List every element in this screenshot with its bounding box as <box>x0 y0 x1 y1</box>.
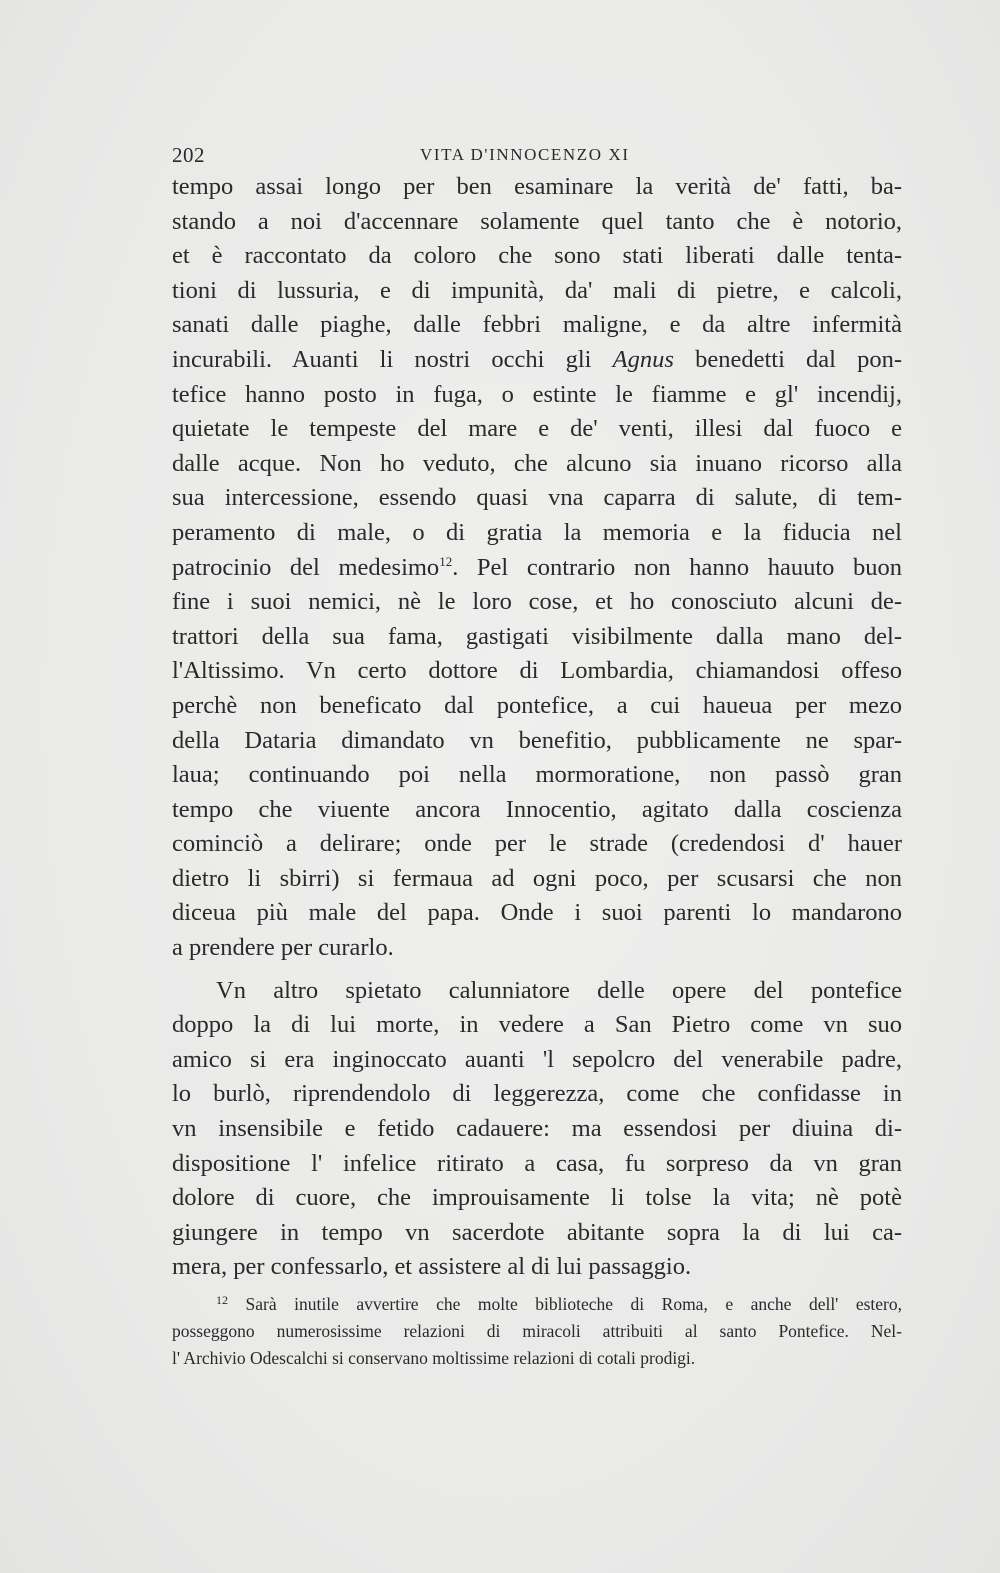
text-segment: . Pel contrario non hanno hauuto buon <box>452 553 902 581</box>
paragraph <box>172 974 902 1285</box>
text-line: fine i suoi nemici, nè le loro cose, et ho conosciuto alcuni de- <box>172 588 902 616</box>
footnote-line: posseggono numerosissime relazioni di miracoli attribuiti al santo Pontefice. Nel- <box>172 1321 902 1341</box>
text-line: stando a noi d'accennare solamente quel tanto che è notorio, <box>172 207 902 235</box>
text-line: laua; continuando poi nella mormoratione, non passò gran <box>172 761 902 789</box>
footnote-marker: 12 <box>216 1293 228 1307</box>
text-line: et è raccontato da coloro che sono stati liberati dalle tenta- <box>172 242 902 270</box>
text-line: tempo assai longo per ben esaminare la verità de' fatti, ba- <box>172 173 902 200</box>
text-line: tefice hanno posto in fuga, o estinte le fiamme e gl' incendij, <box>172 380 902 408</box>
text-line: giungere in tempo vn sacerdote abitante sopra la di lui ca- <box>172 1218 902 1246</box>
footnote-text: Sarà inutile avvertire che molte biblioteche di Roma, e anche dell' estero, <box>245 1294 902 1314</box>
text-line: amico si era inginoccato auanti 'l sepolcro del venerabile padre, <box>172 1045 902 1073</box>
text-line: perchè non beneficato dal pontefice, a cui haueua per mezo <box>172 691 902 719</box>
text-segment: patrocinio del medesimo <box>172 553 440 581</box>
text-line <box>172 551 902 586</box>
text-line: diceua più male del papa. Onde i suoi parenti lo mandarono <box>172 899 902 927</box>
text-line: l'Altissimo. Vn certo dottore di Lombardia, chiamandosi offeso <box>172 657 902 685</box>
text-line: dalle acque. Non ho veduto, che alcuno sia inuano ricorso alla <box>172 449 902 477</box>
footnote-line: l' Archivio Odescalchi si conservano moltissime relazioni di cotali prodigi. <box>172 1348 696 1368</box>
text-line: tioni di lussuria, e di impunità, da' mali di pietre, e calcoli, <box>172 276 902 304</box>
text-line: dietro li sbirri) si fermaua ad ogni poco, per scusarsi che non <box>172 864 902 892</box>
page-header <box>172 143 655 169</box>
text-line: mera, per confessarlo, et assistere al di lui passaggio. <box>172 1253 692 1281</box>
italic-term: Agnus <box>612 345 674 373</box>
text-line <box>172 343 902 378</box>
text-line: quietate le tempeste del mare e de' venti, illesi dal fuoco e <box>172 415 902 443</box>
text-line: Vn altro spietato calunniatore delle opere del pontefice <box>216 976 902 1004</box>
footnote-reference: 12 <box>439 553 453 569</box>
text-line: cominciò a delirare; onde per le strade (credendosi d' hauer <box>172 830 902 858</box>
footnote-line <box>172 1291 902 1318</box>
text-line: trattori della sua fama, gastigati visibilmente dalla mano del- <box>172 622 902 650</box>
text-line: sanati dalle piaghe, dalle febbri maligne, e da altre infermità <box>172 311 902 339</box>
text-line: della Dataria dimandato vn benefitio, pubblicamente ne spar- <box>172 726 902 754</box>
text-line: sua intercessione, essendo quasi vna caparra di salute, di tem- <box>172 484 902 512</box>
main-text <box>172 170 902 1285</box>
text-segment: incurabili. Auanti li nostri occhi gli <box>172 345 592 373</box>
text-line: doppo la di lui morte, in vedere a San Pietro come vn suo <box>172 1011 902 1039</box>
text-line: a prendere per curarlo. <box>172 934 394 962</box>
page-number: 202 <box>172 143 205 167</box>
footnote <box>172 1291 902 1372</box>
text-line: vn insensibile e fetido cadauere: ma essendosi per diuina di- <box>172 1115 902 1143</box>
running-head: VITA D'INNOCENZO XI <box>420 145 630 164</box>
text-line: dispositione l' infelice ritirato a casa, fu sorpreso da vn gran <box>172 1149 902 1177</box>
text-segment: benedetti dal pon- <box>695 345 902 373</box>
text-line: lo burlò, riprendendolo di leggerezza, come che confidasse in <box>172 1080 902 1108</box>
text-line: tempo che viuente ancora Innocentio, agitato dalla coscienza <box>172 795 902 823</box>
text-line: dolore di cuore, che improuisamente li tolse la vita; nè potè <box>172 1184 902 1212</box>
text-line: peramento di male, o di gratia la memoria e la fiducia nel <box>172 518 902 546</box>
